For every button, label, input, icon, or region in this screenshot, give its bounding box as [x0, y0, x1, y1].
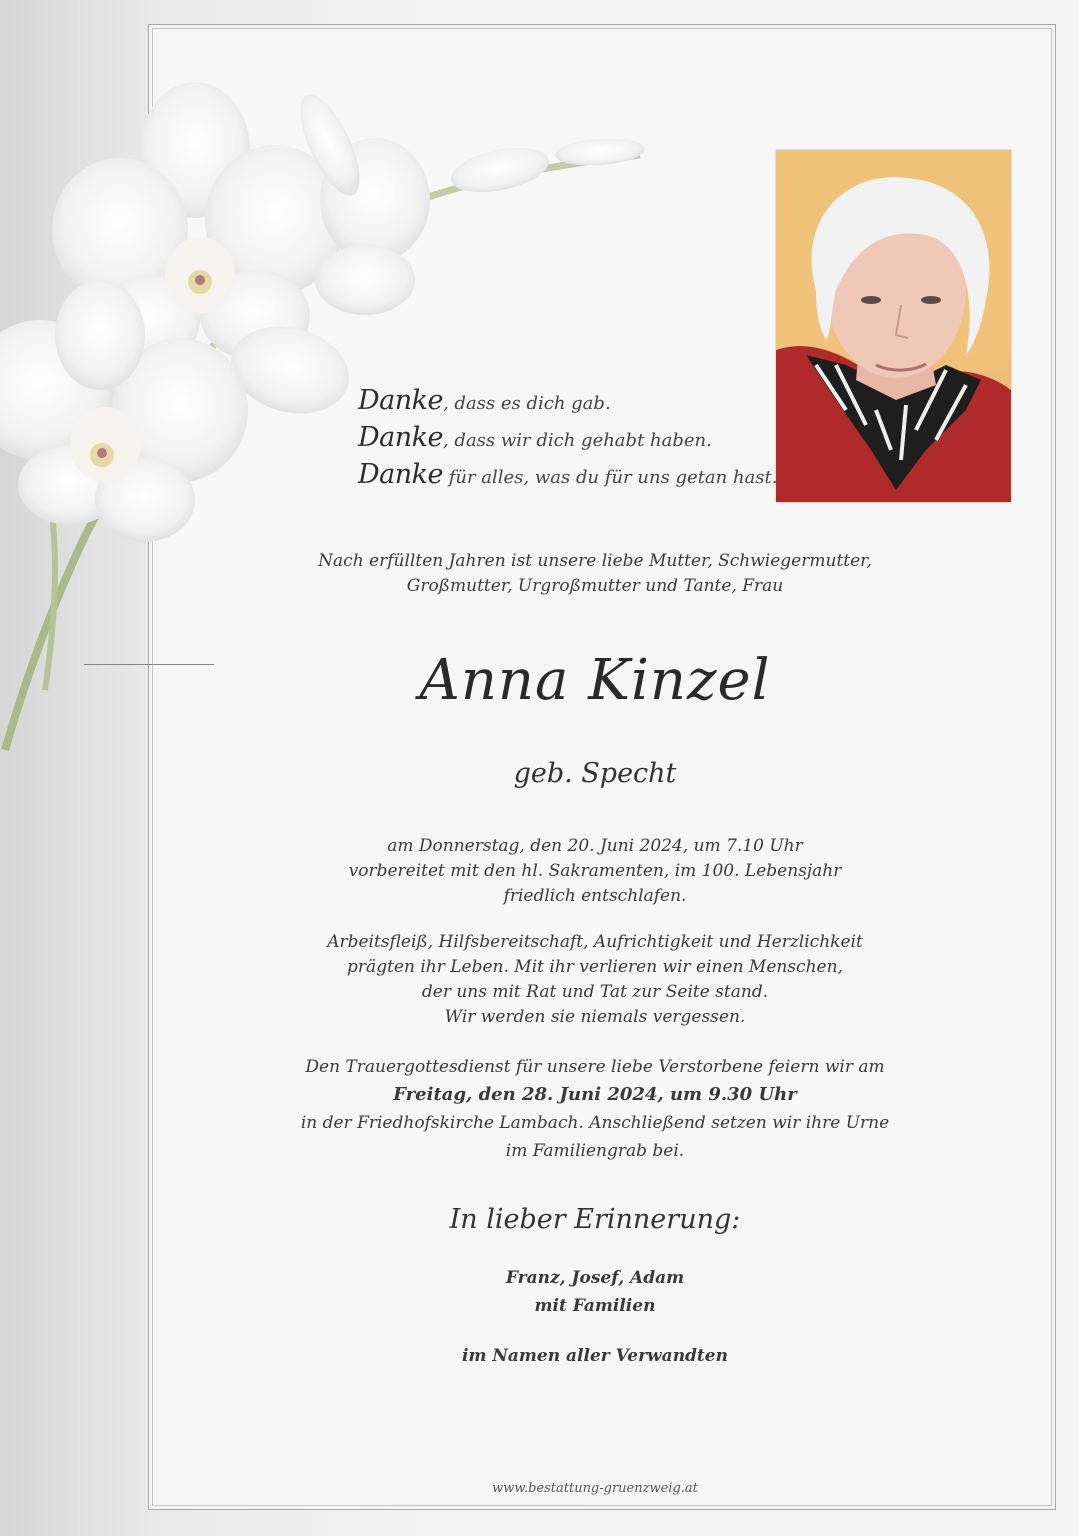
relatives-line: im Namen aller Verwandten: [462, 1346, 728, 1366]
maiden-name: geb. Specht: [513, 758, 677, 789]
deceased-name: Anna Kinzel: [419, 648, 771, 713]
funeral-mass-text: Den Trauergottesdienst für unsere liebe Verstorbene feiern wir am Freitag, den 28. Juni 2024, um 9.30 Uhr in der Friedhofskirche Lambach. Anschließend setzen wir ihre Urne im Familiengrab bei.: [200, 1053, 990, 1165]
memory-heading: In lieber Erinnerung:: [449, 1204, 741, 1235]
death-text: am Donnerstag, den 20. Juni 2024, um 7.10 Uhr vorbereitet mit den hl. Sakramenten, im 100. Lebensjahr friedlich entschlafen.: [348, 836, 842, 906]
divider-line: [84, 664, 214, 665]
danke-line-2: Danke, dass wir dich gehabt haben.: [358, 422, 712, 453]
portrait-photo: [776, 150, 1011, 502]
danke-line-1: Danke, dass es dich gab.: [358, 385, 611, 416]
danke-line-3: Danke für alles, was du für uns getan hast.: [358, 459, 778, 490]
intro-text: Nach erfüllten Jahren ist unsere liebe Mutter, Schwiegermutter, Großmutter, Urgroßmutter und Tante, Frau: [318, 551, 872, 596]
website-link[interactable]: www.bestattung-gruenzweig.at: [492, 1481, 698, 1496]
life-text: Arbeitsfleiß, Hilfsbereitschaft, Aufrichtigkeit und Herzlichkeit prägten ihr Leben. Mit ihr verlieren wir einen Menschen, der uns mit Rat und Tat zur Seite stand. Wir werden sie niemals vergessen.: [327, 932, 863, 1027]
family-names: Franz, Josef, Adam mit Familien: [505, 1268, 685, 1316]
danke-verse: [358, 382, 778, 493]
funeral-date: Freitag, den 28. Juni 2024, um 9.30 Uhr: [393, 1084, 797, 1105]
